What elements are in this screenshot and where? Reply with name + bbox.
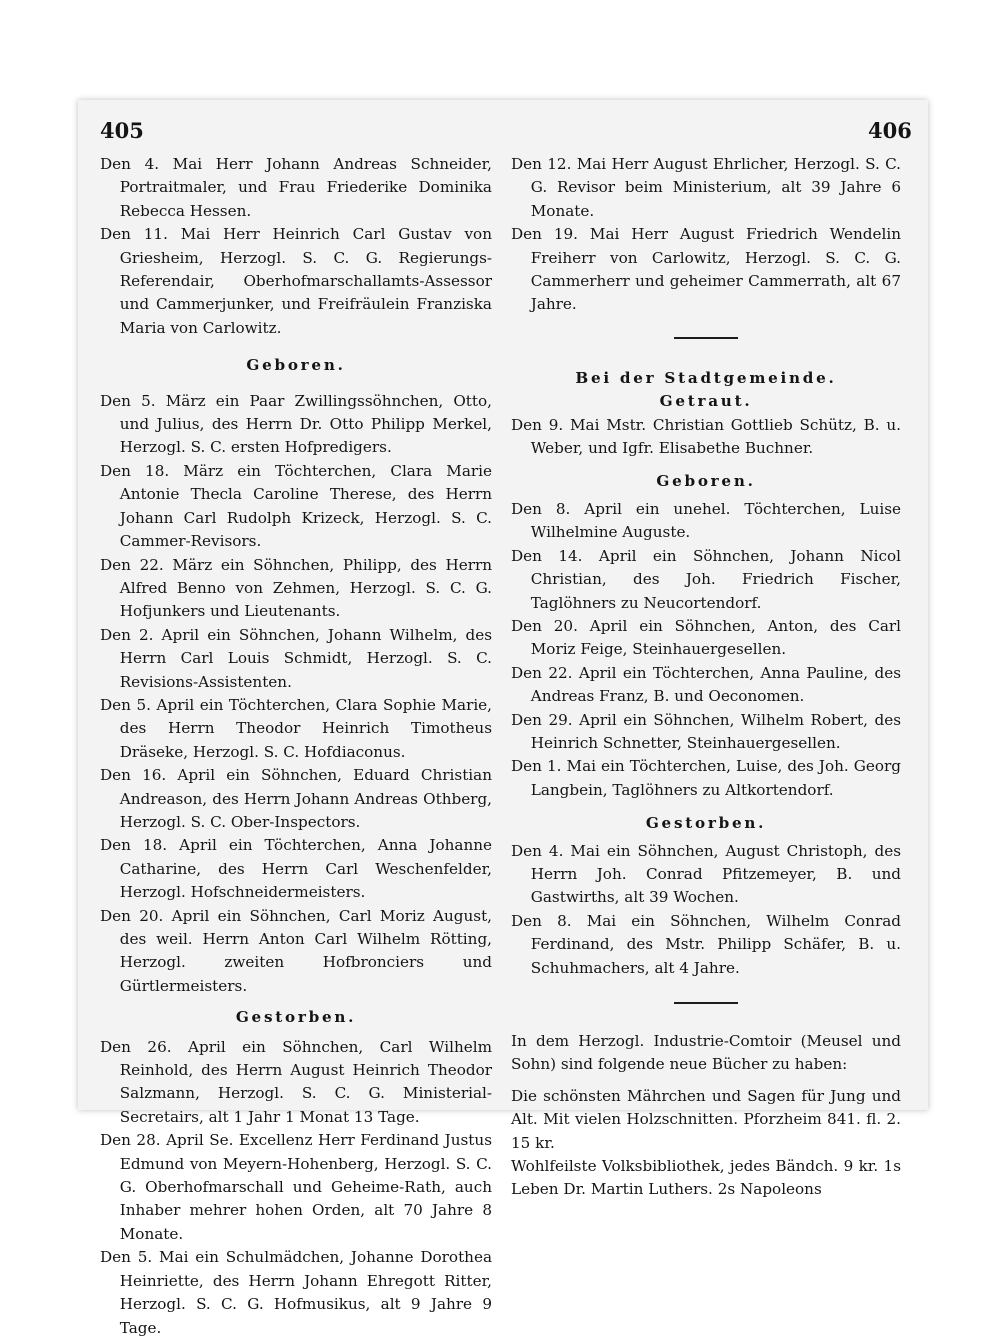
entry-born-8: Den 20. April ein Söhnchen, Carl Moriz August, des weil. Herrn Anton Carl Wilhelm Rötting, Herzogl. zweiten Hofbronciers und Gürtlermeisters. — [100, 906, 492, 995]
entry-married-1: Den 9. Mai Mstr. Christian Gottlieb Schütz, B. u. Weber, und Igfr. Elisabethe Buchner. — [511, 415, 901, 458]
entry-born-2: Den 18. März ein Töchterchen, Clara Marie Antonie Thecla Caroline Therese, des Herrn Johann Carl Rudolph Krizeck, Herzogl. S. C. Cammer-Revisors. — [100, 461, 492, 551]
heading-died: Gestorben. — [645, 814, 767, 833]
advert-item-1: Die schönsten Mährchen und Sagen für Jung und Alt. Mit vielen Holzschnitten. Pforzheim 841. fl. 2. 15 kr. — [511, 1086, 901, 1152]
heading-born: Geboren. — [656, 472, 756, 491]
right-column — [511, 153, 901, 1202]
heading-died: Gestorben. — [235, 1008, 357, 1027]
entry-born-4: Den 22. April ein Töchterchen, Anna Pauline, des Andreas Franz, B. und Oeconomen. — [511, 663, 901, 706]
heading-born: Geboren. — [246, 356, 346, 375]
entry-died-1: Den 4. Mai ein Söhnchen, August Christoph, des Herrn Joh. Conrad Pfitzemeyer, B. und Gastwirths, alt 39 Wochen. — [511, 841, 901, 907]
entry-born-2: Den 14. April ein Söhnchen, Johann Nicol Christian, des Joh. Friedrich Fischer, Taglöhners zu Neucortendorf. — [511, 546, 901, 612]
entry-born-4: Den 2. April ein Söhnchen, Johann Wilhelm, des Herrn Carl Louis Schmidt, Herzogl. S. C. Revisions-Assistenten. — [100, 625, 492, 691]
entry-died-2: Den 28. April Se. Excellenz Herr Ferdinand Justus Edmund von Meyern-Hohenberg, Herzogl. S. C. G. Oberhofmarschall und Geheime-Rath, auch Inhaber mehrer hohen Orden, alt 70 Jahre 8 Monate. — [100, 1131, 492, 1243]
heading-married: Getraut. — [659, 392, 753, 411]
entry-born-5: Den 29. April ein Söhnchen, Wilhelm Robert, des Heinrich Schnetter, Steinhauergesellen. — [511, 710, 901, 752]
entry-born-5: Den 5. April ein Töchterchen, Clara Sophie Marie, des Herrn Theodor Heinrich Timotheus Dräseke, Herzogl. S. C. Hofdiaconus. — [100, 695, 492, 761]
entry-top-1: Den 12. Mai Herr August Ehrlicher, Herzogl. S. C. G. Revisor beim Ministerium, alt 39 Jahre 6 Monate. — [511, 155, 901, 220]
entry-top-1: Den 4. Mai Herr Johann Andreas Schneider, Portraitmaler, und Frau Friederike Dominika Rebecca Hessen. — [100, 155, 492, 220]
section-divider — [674, 337, 738, 339]
advert-item-2: Wohlfeilste Volksbibliothek, jedes Bändch. 9 kr. 1s Leben Dr. Martin Luthers. 2s Napoleons — [511, 1157, 901, 1199]
entry-died-1: Den 26. April ein Söhnchen, Carl Wilhelm Reinhold, des Herrn August Heinrich Theodor Salzmann, Herzogl. S. C. G. Ministerial-Secretairs, alt 1 Jahr 1 Monat 13 Tage. — [100, 1037, 492, 1126]
entry-top-2: Den 19. Mai Herr August Friedrich Wendelin Freiherr von Carlowitz, Herzogl. S. C. G. Cammerherr und geheimer Cammerrath, alt 67 Jahre. — [511, 225, 901, 314]
advert-intro: In dem Herzogl. Industrie-Comtoir (Meusel und Sohn) sind folgende neue Bücher zu haben: — [511, 1032, 901, 1074]
left-column — [100, 153, 492, 1340]
heading-city: Bei der Stadtgemeinde. — [575, 368, 837, 387]
entry-born-1: Den 8. April ein unehel. Töchterchen, Luise Wilhelmine Auguste. — [511, 499, 901, 542]
entry-born-3: Den 20. April ein Söhnchen, Anton, des Carl Moriz Feige, Steinhauergesellen. — [511, 616, 901, 659]
entry-born-6: Den 1. Mai ein Töchterchen, Luise, des Joh. Georg Langbein, Taglöhners zu Altkortendorf. — [511, 757, 901, 799]
entry-died-2: Den 8. Mai ein Söhnchen, Wilhelm Conrad Ferdinand, des Mstr. Philipp Schäfer, B. u. Schuhmachers, alt 4 Jahre. — [511, 911, 901, 977]
entry-top-2: Den 11. Mai Herr Heinrich Carl Gustav von Griesheim, Herzogl. S. C. G. Regierungs-Referendair, Oberhofmarschallamts-Assessor und Cammerjunker, und Freifräulein Franziska Maria von Carlowitz. — [100, 225, 492, 337]
page-number-left: 405 — [100, 118, 144, 143]
section-divider — [674, 1002, 738, 1004]
entry-died-3: Den 5. Mai ein Schulmädchen, Johanne Dorothea Heinriette, des Herrn Johann Ehregott Ritter, Herzogl. S. C. G. Hofmusikus, alt 9 Jahre 9 Tage. — [100, 1248, 492, 1337]
entry-born-6: Den 16. April ein Söhnchen, Eduard Christian Andreason, des Herrn Johann Andreas Othberg, Herzogl. S. C. Ober-Inspectors. — [100, 766, 492, 831]
page-number-right: 406 — [868, 118, 912, 143]
entry-born-7: Den 18. April ein Töchterchen, Anna Johanne Catharine, des Herrn Carl Weschenfelder, Herzogl. Hofschneidermeisters. — [100, 836, 492, 902]
entry-born-3: Den 22. März ein Söhnchen, Philipp, des Herrn Alfred Benno von Zehmen, Herzogl. S. C. G. Hofjunkers und Lieutenants. — [100, 555, 492, 621]
entry-born-1: Den 5. März ein Paar Zwillingssöhnchen, Otto, und Julius, des Herrn Dr. Otto Philipp Merkel, Herzogl. S. C. ersten Hofpredigers. — [100, 391, 492, 457]
